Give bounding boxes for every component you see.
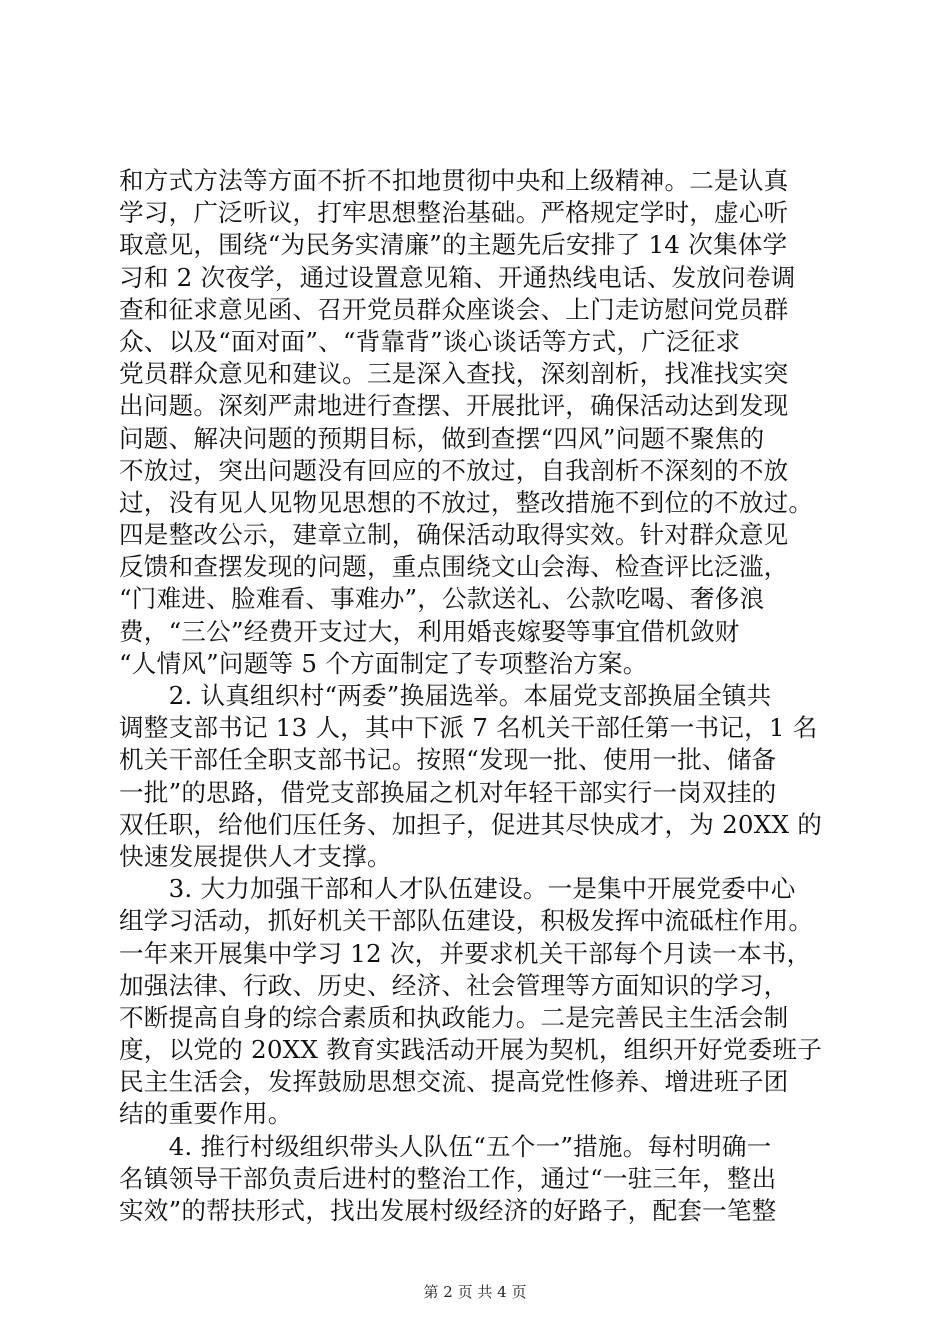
text-line: 民主生活会，发挥鼓励思想交流、提高党性修养、增进班子团 — [119, 1067, 789, 1097]
paragraph-3-start: 3. 大力加强干部和人才队伍建设。一是集中开展党委中心 — [119, 874, 796, 904]
page-number-footer: 第 2 页 共 4 页 — [423, 1283, 527, 1301]
text-line: 双任职，给他们压任务、加担子，促进其尽快成才，为 20XX 的 — [119, 809, 822, 839]
text-line: “门难进、脸难看、事难办”，公款送礼、公款吃喝、奢侈浪 — [119, 584, 765, 614]
text-line: 一批”的思路，借党支部换届之机对年轻干部实行一岗双挂的 — [119, 777, 777, 807]
text-line: 取意见，围绕“为民务实清廉”的主题先后安排了 14 次集体学 — [119, 230, 788, 260]
text-line: 不断提高自身的综合素质和执政能力。二是完善民主生活会制 — [119, 1002, 789, 1032]
text-line: 四是整改公示，建章立制，确保活动取得实效。针对群众意见 — [119, 520, 789, 550]
text-line: 快速发展提供人才支撑。 — [119, 841, 392, 871]
text-line: 机关干部任全职支部书记。按照“发现一批、使用一批、储备 — [119, 745, 777, 775]
text-line: 不放过，突出问题没有回应的不放过，自我剖析不深刻的不放 — [119, 455, 789, 485]
text-line: 度，以党的 20XX 教育实践活动开展为契机，组织开好党委班子 — [119, 1035, 822, 1065]
text-line: 实效”的帮扶形式，找出发展村级经济的好路子，配套一笔整 — [119, 1196, 777, 1225]
body-text — [119, 165, 831, 1227]
text-line: 结的重要作用。 — [119, 1099, 293, 1129]
text-line: 习和 2 次夜学，通过设置意见箱、开通热线电话、发放问卷调 — [119, 262, 796, 292]
text-line: 查和征求意见函、召开党员群众座谈会、上门走访慰问党员群 — [119, 294, 789, 324]
text-line: “人情风”问题等 5 个方面制定了专项整治方案。 — [119, 648, 648, 678]
text-line: 费，“三公”经费开支过大，利用婚丧嫁娶等事宜借机敛财 — [119, 616, 740, 646]
text-line: 反馈和查摆发现的问题，重点围绕文山会海、检查评比泛滥， — [119, 552, 789, 582]
text-line: 加强法律、行政、历史、经济、社会管理等方面知识的学习， — [119, 970, 789, 1000]
text-line: 过，没有见人见物见思想的不放过，整改措施不到位的不放过。 — [119, 487, 814, 517]
text-line: 出问题。深刻严肃地进行查摆、开展批评，确保活动达到发现 — [119, 391, 789, 421]
text-line: 众、以及“面对面”、“背靠背”谈心谈话等方式，广泛征求 — [119, 326, 741, 356]
text-line: 党员群众意见和建议。三是深入查找，深刻剖析，找准找实突 — [119, 359, 789, 389]
text-line: 问题、解决问题的预期目标，做到查摆“四风”问题不聚焦的 — [119, 423, 765, 453]
text-line: 学习，广泛听议，打牢思想整治基础。严格规定学时，虚心听 — [119, 198, 789, 228]
text-line: 一年来开展集中学习 12 次，并要求机关干部每个月读一本书， — [119, 938, 812, 968]
paragraph-2-start: 2. 认真组织村“两委”换届选举。本届党支部换届全镇共 — [119, 681, 772, 710]
text-line: 名镇领导干部负责后进村的整治工作，通过“一驻三年，整出 — [119, 1163, 777, 1193]
text-line: 组学习活动，抓好机关干部队伍建设，积极发挥中流砥柱作用。 — [119, 906, 814, 936]
text-line: 调整支部书记 13 人，其中下派 7 名机关干部任第一书记，1 名 — [119, 713, 818, 743]
text-line: 和方式方法等方面不折不扣地贯彻中央和上级精神。二是认真 — [119, 166, 789, 195]
paragraph-4-start: 4. 推行村级组织带头人队伍“五个一”措施。每村明确一 — [119, 1131, 772, 1161]
